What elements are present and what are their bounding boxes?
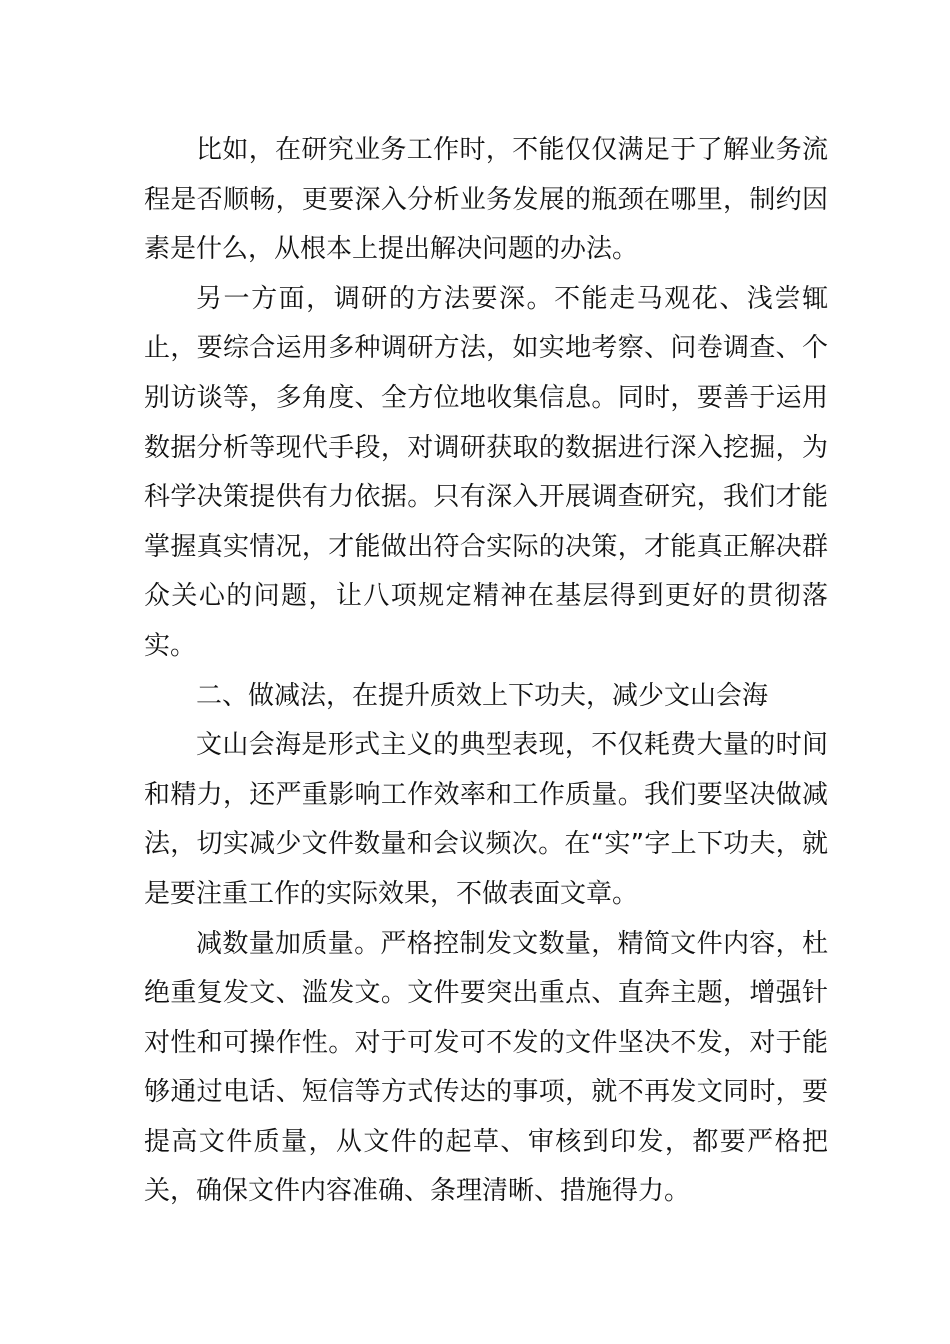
section-heading-subtraction: 二、做减法，在提升质效上下功夫，减少文山会海	[196, 680, 769, 711]
document-body	[144, 126, 828, 1217]
paragraph-root-cause-analysis: 比如，在研究业务工作时，不能仅仅满足于了解业务流程是否顺畅，更要深入分析业务发展的瓶颈在哪里，制约因素是什么，从根本上提出解决问题的办法。	[144, 135, 828, 265]
paragraph-document-meeting-overload: 文山会海是形式主义的典型表现，不仅耗费大量的时间和精力，还严重影响工作效率和工作质量。我们要坚决做减法，切实减少文件数量和会议频次。在“实”字上下功夫，就是要注重工作的实际效果，不做表面文章。	[144, 730, 828, 909]
paragraph-research-methods: 另一方面，调研的方法要深。不能走马观花、浅尝辄止，要综合运用多种调研方法，如实地考察、问卷调查、个别访谈等，多角度、全方位地收集信息。同时，要善于运用数据分析等现代手段，对调研获取的数据进行深入挖掘，为科学决策提供有力依据。只有深入开展调查研究，我们才能掌握真实情况，才能做出符合实际的决策，才能真正解决群众关心的问题，让八项规定精神在基层得到更好的贯彻落实。	[144, 283, 828, 661]
paragraph-reduce-quantity-improve-quality: 减数量加质量。严格控制发文数量，精简文件内容，杜绝重复发文、滥发文。文件要突出重点、直奔主题，增强针对性和可操作性。对于可发可不发的文件坚决不发，对于能够通过电话、短信等方式传达的事项，就不再发文同时，要提高文件质量，从文件的起草、审核到印发，都要严格把关，确保文件内容准确、条理清晰、措施得力。	[144, 928, 828, 1207]
